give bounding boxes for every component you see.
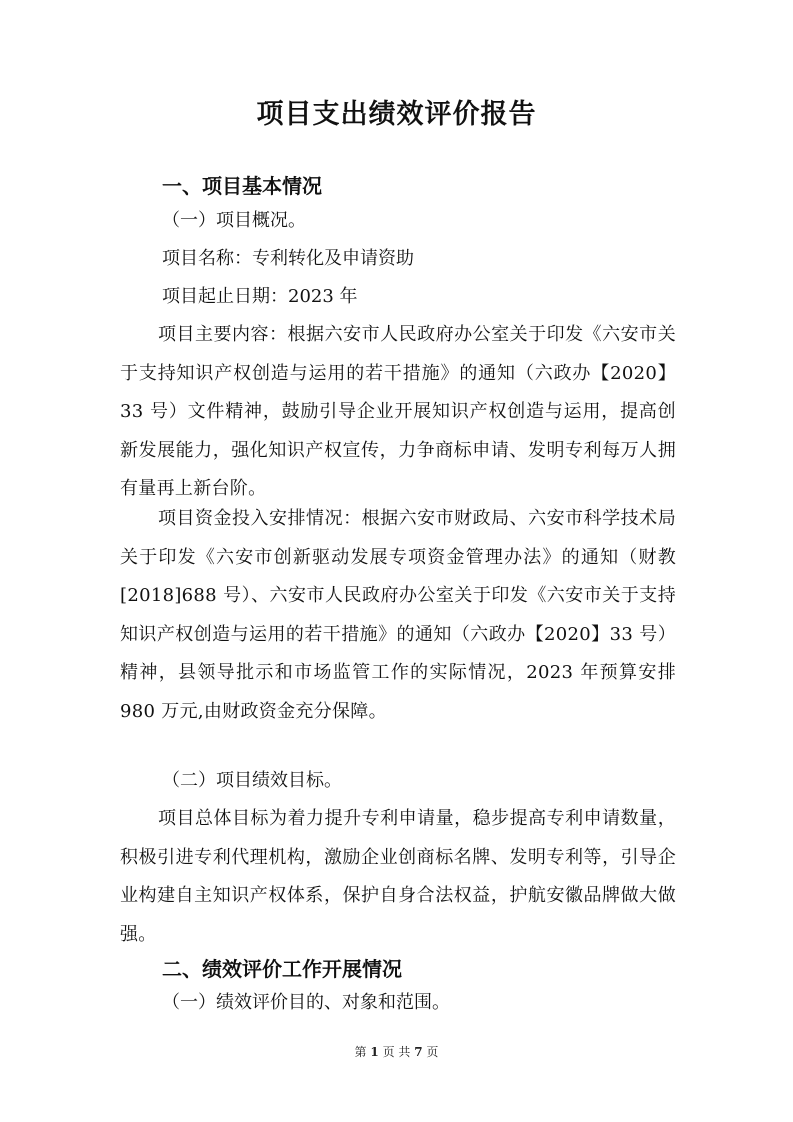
- footer-middle: 页 共: [382, 1045, 411, 1059]
- project-name-line: 项目名称：专利转化及申请资助: [162, 248, 414, 269]
- project-goals-paragraph: 项目总体目标为着力提升专利申请量，稳步提高专利申请数量，积极引进专利代理机构，激励企业创商标名牌、发明专利等，引导企业构建自主知识产权体系，保护自身合法权益，护航安徽品牌做大做强。: [120, 808, 676, 945]
- subsection-evaluation-scope: （一）绩效评价目的、对象和范围。: [162, 992, 450, 1013]
- project-funding-paragraph: 项目资金投入安排情况：根据六安市财政局、六安市科学技术局关于印发《六安市创新驱动发展专项资金管理办法》的通知（财教[2018]688 号）、六安市人民政府办公室关于印发《六安市关于支持知识产权创造与运用的若干措施》的通知（六政办【2020】33 号）精神，县领导批示和市场监管工作的实际情况，2023 年预算安排 980 万元,由财政资金充分保障。: [120, 508, 676, 722]
- footer-total-pages: 7: [414, 1045, 423, 1059]
- subsection-performance-goals: （二）项目绩效目标。: [162, 770, 342, 791]
- subsection-project-overview: （一）项目概况。: [162, 210, 306, 231]
- project-main-content-paragraph: 项目主要内容：根据六安市人民政府办公室关于印发《六安市关于支持知识产权创造与运用的若干措施》的通知（六政办【2020】33 号）文件精神，鼓励引导企业开展知识产权创造与运用，提高创新发展能力，强化知识产权宣传，力争商标申请、发明专利每万人拥有量再上新台阶。: [120, 324, 676, 499]
- section-heading-1: 一、项目基本情况: [162, 174, 322, 198]
- footer-suffix: 页: [426, 1045, 439, 1059]
- footer-page-number: 1: [370, 1045, 379, 1059]
- page-footer: [0, 1043, 793, 1060]
- section-heading-2: 二、绩效评价工作开展情况: [162, 957, 402, 981]
- page-title: 项目支出绩效评价报告: [256, 99, 537, 130]
- footer-prefix: 第: [354, 1045, 367, 1059]
- project-period-line: 项目起止日期：2023 年: [162, 286, 358, 307]
